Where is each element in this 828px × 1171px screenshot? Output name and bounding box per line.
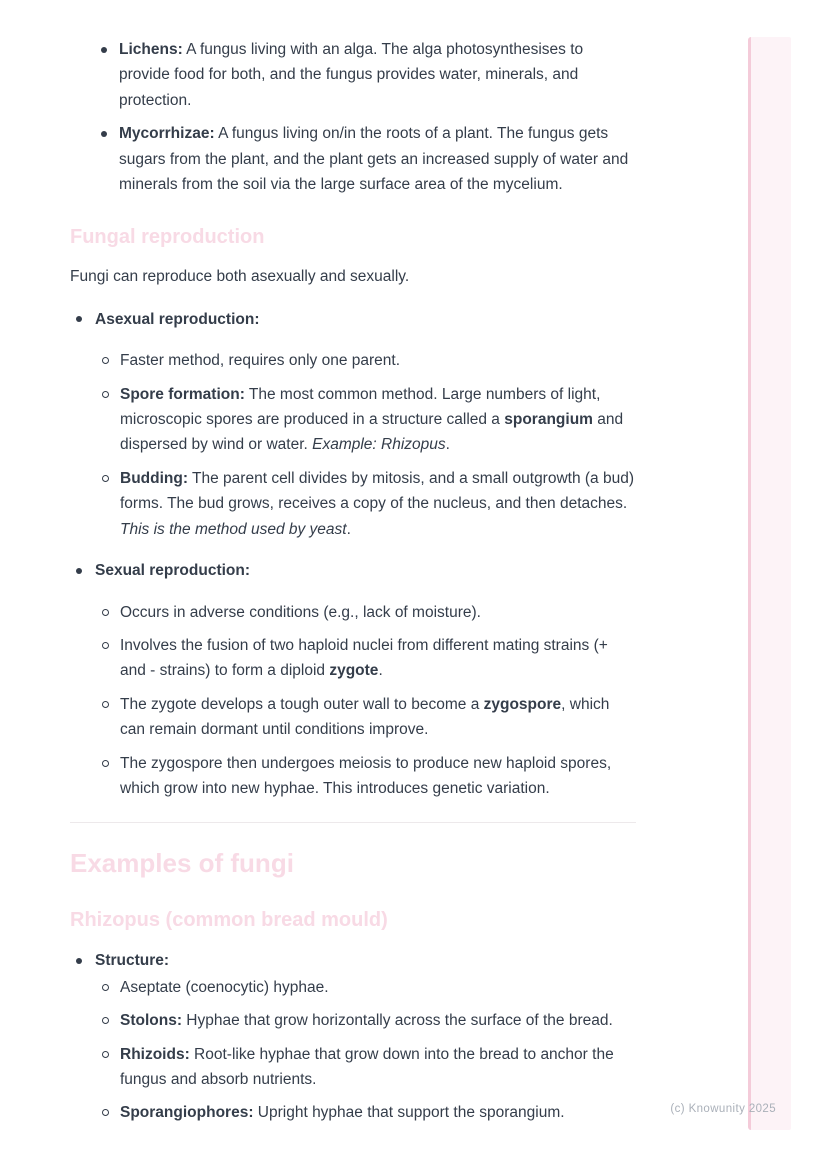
heading-rhizopus: Rhizopus (common bread mould) [70, 909, 388, 932]
circle-bullet-icon [102, 1109, 109, 1116]
disc-bullet-icon [76, 316, 82, 322]
document-content [70, 37, 636, 1126]
list-item-text: Budding: The parent cell divides by mitosis, and a small outgrowth (a bud) forms. The bud grows, receives a copy of the nucleus, and then detaches. This is the method used by yeast. [120, 469, 635, 538]
list-item-text: Aseptate (coenocytic) hyphae. [120, 978, 329, 996]
list-item [70, 1042, 636, 1093]
reproduction-list [70, 307, 636, 802]
list-item [70, 307, 636, 332]
list-item [70, 466, 636, 542]
circle-bullet-icon [102, 701, 109, 708]
page-edge-panel [748, 37, 791, 1130]
heading-fungal-reproduction: Fungal reproduction [70, 226, 265, 249]
intro-paragraph: Fungi can reproduce both asexually and sexually. [70, 268, 410, 286]
list-item [70, 948, 636, 973]
list-item [70, 1008, 636, 1033]
disc-bullet-icon [101, 131, 107, 137]
circle-bullet-icon [102, 391, 109, 398]
circle-bullet-icon [102, 1051, 109, 1058]
list-item-text: Rhizoids: Root-like hyphae that grow down into the bread to anchor the fungus and absorb nutrients. [120, 1045, 614, 1088]
list-item [70, 975, 636, 1000]
disc-bullet-icon [101, 47, 107, 53]
list-item [70, 692, 636, 743]
circle-bullet-icon [102, 984, 109, 991]
structure-list [70, 948, 636, 1125]
watermark-text: (c) Knowunity 2025 [670, 1103, 776, 1115]
list-item [70, 600, 636, 625]
list-item-text: The zygospore then undergoes meiosis to produce new haploid spores, which grow into new hyphae. This introduces genetic variation. [120, 754, 612, 797]
list-item [70, 121, 636, 197]
list-item-text: Sporangiophores: Upright hyphae that support the sporangium. [120, 1104, 565, 1122]
list-item [70, 633, 636, 684]
disc-bullet-icon [76, 568, 82, 574]
circle-bullet-icon [102, 609, 109, 616]
circle-bullet-icon [102, 760, 109, 767]
list-item [70, 382, 636, 458]
list-item [70, 348, 636, 373]
circle-bullet-icon [102, 357, 109, 364]
list-item [70, 37, 636, 113]
heading-examples-of-fungi: Examples of fungi [70, 848, 294, 879]
list-item-text: Sexual reproduction: [95, 562, 251, 580]
symbiosis-list [70, 37, 636, 197]
circle-bullet-icon [102, 475, 109, 482]
circle-bullet-icon [102, 642, 109, 649]
list-item-text: Faster method, requires only one parent. [120, 352, 401, 370]
list-item-text: Asexual reproduction: [95, 310, 260, 328]
list-item-text: Lichens: A fungus living with an alga. The alga photosynthesises to provide food for both, and the fungus provides water, minerals, and protection. [119, 41, 584, 109]
list-item [70, 1100, 636, 1125]
list-item-text: Mycorrhizae: A fungus living on/in the roots of a plant. The fungus gets sugars from the plant, and the plant gets an increased supply of water and minerals from the soil via the large surface area of the mycelium. [119, 125, 629, 194]
disc-bullet-icon [76, 958, 82, 964]
list-item-text: Stolons: Hyphae that grow horizontally across the surface of the bread. [120, 1012, 613, 1030]
list-item-text: Occurs in adverse conditions (e.g., lack of moisture). [120, 603, 481, 621]
list-item [70, 751, 636, 802]
section-divider [70, 822, 636, 823]
list-item [70, 558, 636, 583]
list-item-text: Spore formation: The most common method. Large numbers of light, microscopic spores are produced in a structure called a sporangium and dispersed by wind or water. Example: Rhizopus. [120, 385, 624, 454]
list-item-text: The zygote develops a tough outer wall to become a zygospore, which can remain dormant until conditions improve. [120, 695, 610, 739]
list-item-text: Structure: [95, 952, 170, 970]
list-item-text: Involves the fusion of two haploid nuclei from different mating strains (+ and - strains) to form a diploid zygote. [120, 636, 608, 680]
circle-bullet-icon [102, 1017, 109, 1024]
